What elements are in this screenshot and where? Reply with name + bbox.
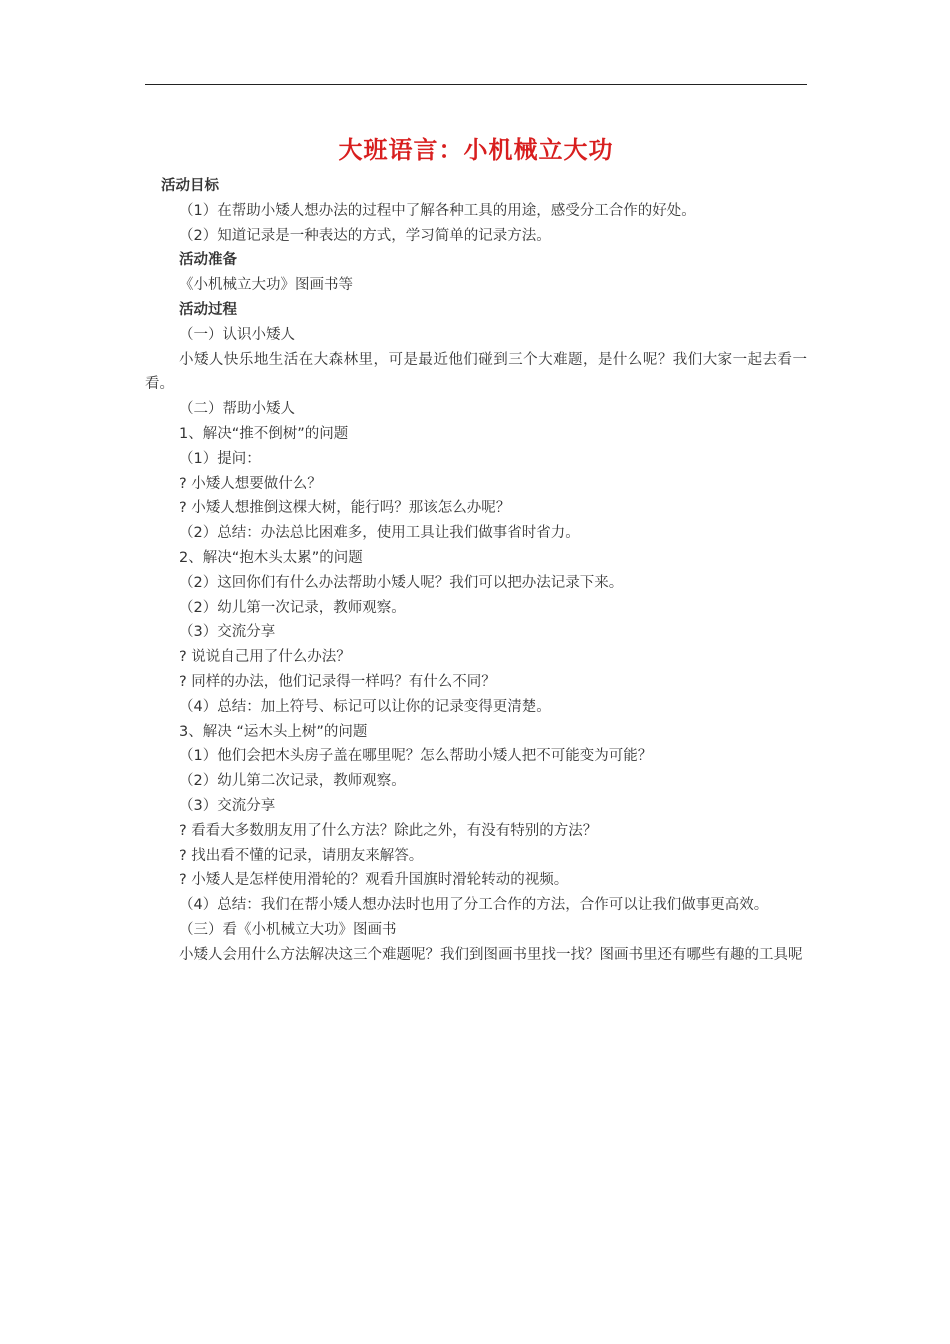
paragraph: （1）在帮助小矮人想办法的过程中了解各种工具的用途，感受分工合作的好处。 <box>179 202 696 219</box>
question-item: ? 同样的办法，他们记录得一样吗？有什么不同？ <box>179 673 496 690</box>
paragraph: 小矮人快乐地生活在大森林里，可是最近他们碰到三个大难题，是什么呢？我们大家一起去看一看。 <box>145 351 807 393</box>
header-rule <box>145 84 807 85</box>
section-heading-goals: 活动目标 <box>161 178 219 194</box>
paragraph: 小矮人会用什么方法解决这三个难题呢？我们到图画书里找一找？图画书里还有哪些有趣的工具呢 <box>179 946 803 963</box>
document-page <box>145 0 807 1344</box>
section-heading-process: 活动过程 <box>179 301 237 318</box>
paragraph: （4）总结：我们在帮小矮人想办法时也用了分工合作的方法，合作可以让我们做事更高效。 <box>179 897 769 914</box>
paragraph: （二）帮助小矮人 <box>179 401 295 418</box>
paragraph: （3）交流分享 <box>179 624 276 641</box>
paragraph: 3、解决 “运木头上树”的问题 <box>179 723 368 740</box>
question-item: ? 小矮人想推倒这棵大树，能行吗？那该怎么办呢？ <box>179 500 511 517</box>
paragraph: （2）幼儿第二次记录，教师观察。 <box>179 773 406 790</box>
question-item: ? 说说自己用了什么办法？ <box>179 649 351 666</box>
paragraph: （1）提问： <box>179 450 261 467</box>
section-heading-preparation: 活动准备 <box>179 252 237 269</box>
paragraph: （2）总结：办法总比困难多，使用工具让我们做事省时省力。 <box>179 525 580 542</box>
question-item: ? 小矮人想要做什么？ <box>179 475 322 492</box>
paragraph: （2）幼儿第一次记录，教师观察。 <box>179 599 406 616</box>
paragraph: 1、解决“推不倒树”的问题 <box>179 425 349 442</box>
paragraph: （3）交流分享 <box>179 797 276 814</box>
paragraph: 2、解决“抱木头太累”的问题 <box>179 549 363 566</box>
paragraph: （一）认识小矮人 <box>179 326 295 343</box>
document-title: 大班语言：小机械立大功 <box>338 135 614 164</box>
paragraph: 《小机械立大功》图画书等 <box>179 277 353 294</box>
paragraph: （2）知道记录是一种表达的方式，学习简单的记录方法。 <box>179 227 551 244</box>
question-item: ? 小矮人是怎样使用滑轮的？观看升国旗时滑轮转动的视频。 <box>179 872 569 889</box>
document-body <box>145 174 807 968</box>
question-item: ? 找出看不懂的记录，请朋友来解答。 <box>179 847 424 864</box>
paragraph: （1）他们会把木头房子盖在哪里呢？怎么帮助小矮人把不可能变为可能？ <box>179 748 653 765</box>
paragraph: （4）总结：加上符号、标记可以让你的记录变得更清楚。 <box>179 698 551 715</box>
paragraph: （2）这回你们有什么办法帮助小矮人呢？我们可以把办法记录下来。 <box>179 574 624 591</box>
paragraph: （三）看《小机械立大功》图画书 <box>179 921 397 938</box>
question-item: ? 看看大多数朋友用了什么方法？除此之外，有没有特别的方法？ <box>179 822 598 839</box>
